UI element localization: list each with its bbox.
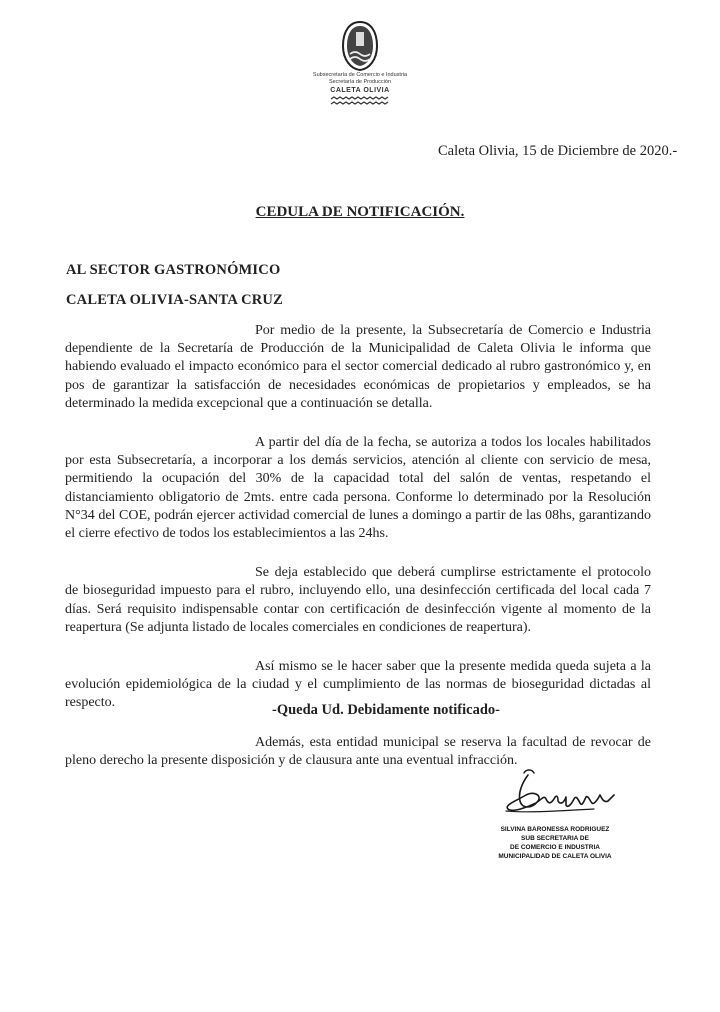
letterhead-secretaria: Secretaría de Producción [328,79,392,85]
signatory-role-1: SUB SECRETARIA DE [521,835,589,842]
document-body [65,322,651,791]
letterhead-city: CALETA OLIVIA [330,87,390,94]
document-title: CEDULA DE NOTIFICACIÓN. [255,204,465,220]
signature-block [496,765,646,861]
paragraph-authorization: A partir del día de la fecha, se autoriza a todos los locales habilitados por esta Subsecretaría, a incorporar a los demás servicios, atención al cliente con servicio de mesa, permitiendo la ocupación del 30% de la capacidad total del salón de ventas, respetando el distanciamiento obligatorio de 2mts. entre cada persona. Conforme lo determinado por la Resolución N°34 del COE, podrán ejercer actividad comercial de lunes a domingo a partir de las 08hs, garantizando el cierre efectivo de todos los establecimientos a las 24hs. [65,435,651,542]
addressee-location: CALETA OLIVIA-SANTA CRUZ [66,292,283,308]
paragraph-intro: Por medio de la presente, la Subsecretaría de Comercio e Industria dependiente de la Secretaría de Producción de la Municipalidad de Caleta Olivia le informa que habiendo evaluado el impacto económico para el sector comercial dedicado al rubro gastronómico y, en pos de garantizar la satisfacción de necesidades económicas de propietarios y empleados, se ha determinado la medida excepcional que a continuación se detalla. [65,323,651,411]
letterhead [300,20,420,106]
closing-line: -Queda Ud. Debidamente notificado- [272,702,500,718]
handwritten-signature [498,765,628,825]
paragraph-revocation: Además, esta entidad municipal se reserva la facultad de revocar de pleno derecho la presente disposición y de clausura ante una eventual infracción. [65,734,651,768]
addressee-sector: AL SECTOR GASTRONÓMICO [66,262,281,278]
municipal-seal-icon [340,20,380,72]
document-date: Caleta Olivia, 15 de Diciembre de 2020.- [438,143,678,159]
waves-icon [329,96,391,106]
signatory-name: SILVINA BARONESSA RODRIGUEZ [500,826,610,833]
paragraph-evolution: Así mismo se le hacer saber que la presente medida queda sujeta a la evolución epidemiológica de la ciudad y el cumplimiento de las normas de bioseguridad dictadas al respecto. [65,659,651,711]
signatory-role-2: DE COMERCIO E INDUSTRIA [510,844,600,851]
signatory-role-3: MUNICIPALIDAD DE CALETA OLIVIA [498,853,612,860]
letterhead-subsecretaria: Subsecretaría de Comercio e Industria [312,72,408,78]
paragraph-biosecurity: Se deja establecido que deberá cumplirse estrictamente el protocolo de bioseguridad impuesto para el rubro, incluyendo ello, una desinfección certificada del local cada 7 días. Será requisito indispensable contar con certificación de desinfección vigente al momento de la reapertura (Se adjunta listado de locales comerciales en condiciones de reapertura). [65,565,651,635]
